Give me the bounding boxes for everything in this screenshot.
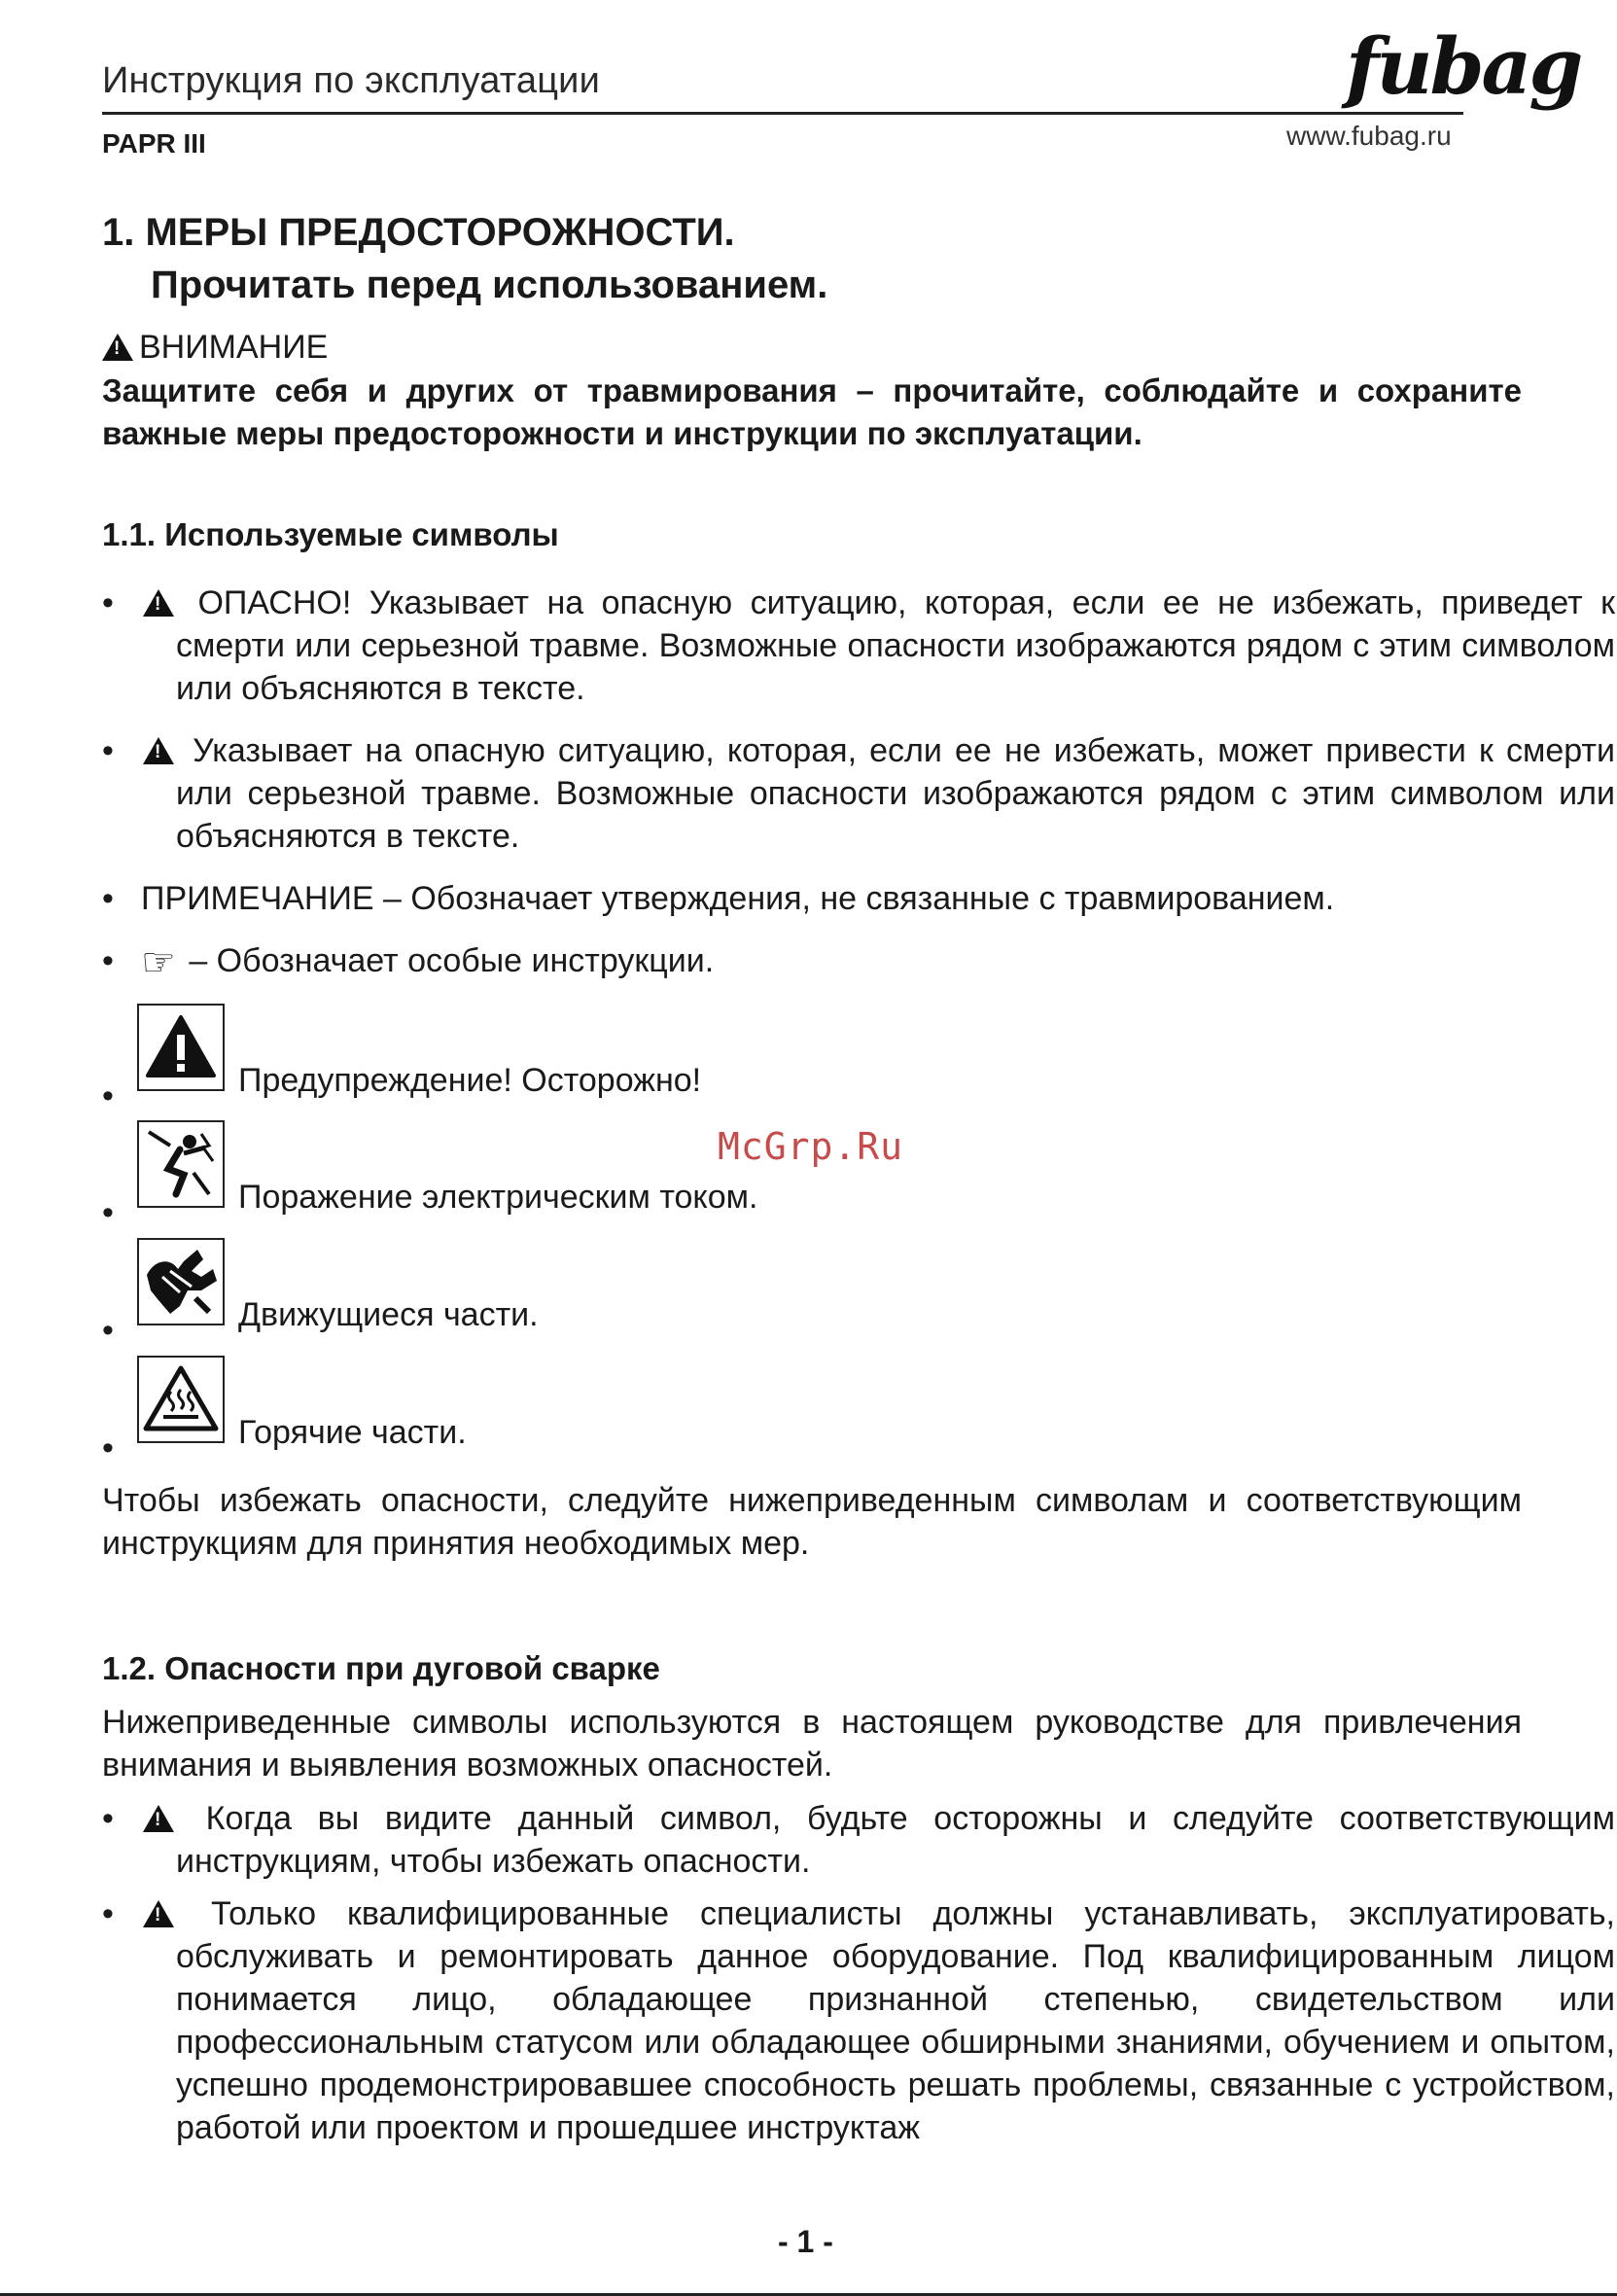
warning-triangle-icon: [143, 1805, 174, 1832]
hot-surface-icon: [137, 1356, 225, 1443]
list-item: [102, 582, 1615, 710]
bullet-dot: •: [102, 584, 114, 621]
warning-label: !ВНИМАНИЕ: [102, 327, 328, 368]
list-item: [102, 1892, 1616, 2149]
list-item: [102, 877, 1522, 920]
bullet-text: Когда вы видите данный символ, будьте осторожны и следуйте соответствующим инструкциям, чтобы избежать опасности.: [176, 1800, 1616, 1880]
moving-parts-icon: [137, 1238, 225, 1325]
section-1-1-heading: 1.1. Используемые символы: [102, 516, 559, 552]
bullet-text: – Обозначает особые инструкции.: [189, 942, 715, 979]
document-title: Инструкция по эксплуатации: [102, 60, 601, 101]
symbol-row: [102, 1356, 977, 1466]
bullet-text: ОПАСНО! Указывает на опасную ситуацию, которая, если ее не избежать, приведет к смерти или серьезной травме. Возможные опасности изображаются рядом с этим символом или объясняются в тексте.: [176, 584, 1615, 707]
section-1-subtitle: Прочитать перед использованием.: [151, 264, 828, 306]
electric-shock-icon: [137, 1120, 225, 1208]
section-1-title: 1. МЕРЫ ПРЕДОСТОРОЖНОСТИ.: [102, 211, 735, 254]
page-number: - 1 -: [778, 2224, 833, 2259]
website-url: www.fubag.ru: [1286, 121, 1452, 151]
bullet-dot: •: [102, 1800, 114, 1837]
warning-triangle-icon: [102, 334, 133, 361]
model-name: PAPR III: [102, 128, 206, 159]
symbol-label: Движущиеся части.: [238, 1296, 539, 1333]
bullet-text: Указывает на опасную ситуацию, которая, если ее не избежать, может привести к смерти или серьезной травме. Возможные опасности изображаются рядом с этим символом или объясняются в тексте.: [176, 732, 1615, 855]
bullet-dot: •: [102, 880, 114, 917]
warning-text: Защитите себя и других от травмирования – прочитайте, соблюдайте и сохраните важные меры предосторожности и инструкции по эксплуатации.: [102, 372, 1522, 451]
watermark: McGrp.Ru: [718, 1125, 904, 1168]
symbol-label: Поражение электрическим током.: [238, 1179, 758, 1216]
bullet-dot: •: [102, 942, 114, 979]
warning-icon: [137, 1004, 225, 1091]
section-1-2-heading: 1.2. Опасности при дуговой сварке: [102, 1650, 660, 1686]
closing-paragraph: Чтобы избежать опасности, следуйте нижеприведенным символам и соответствующим инструкциям для принятия необходимых мер.: [102, 1482, 1522, 1562]
symbol-label: Горячие части.: [238, 1414, 467, 1451]
bullet-dot: •: [102, 1895, 114, 1932]
header-divider: [102, 112, 1463, 115]
section-1-heading: [102, 206, 827, 311]
bullet-dot: •: [102, 732, 114, 769]
list-item: [102, 939, 1522, 982]
bullet-dot: •: [102, 1430, 114, 1466]
symbol-row: [102, 1004, 977, 1114]
symbol-label: Предупреждение! Осторожно!: [238, 1062, 702, 1099]
brand-logo: fubag: [1340, 27, 1586, 105]
bullet-dot: •: [102, 1312, 114, 1349]
bullet-dot: •: [102, 1194, 114, 1231]
list-item: [102, 729, 1615, 858]
bullet-dot: •: [102, 1077, 114, 1114]
list-item: [102, 1797, 1616, 1883]
bullet-text: ПРИМЕЧАНИЕ – Обозначает утверждения, не связанные с травмированием.: [141, 880, 1335, 917]
symbol-row: [102, 1238, 977, 1349]
warning-triangle-icon: [143, 737, 174, 764]
warning-triangle-icon: [143, 589, 174, 617]
warning-triangle-icon: [143, 1900, 174, 1927]
pointing-hand-icon: ☞: [141, 941, 176, 984]
intro-paragraph: Нижеприведенные символы используются в настоящем руководстве для привлечения внимания и выявления возможных опасностей.: [102, 1704, 1522, 1784]
bullet-text: Только квалифицированные специалисты должны устанавливать, эксплуатировать, обслуживать и ремонтировать данное оборудование. Под квалифицированным лицом понимается лицо, обладающее признанной степенью, свидетельством или профессиональным статусом или обладающее обширными знаниями, обучением и опытом, успешно продемонстрировавшее способность решать проблемы, связанные с устройством, работой или проектом и прошедшее инструктаж: [176, 1895, 1616, 2146]
